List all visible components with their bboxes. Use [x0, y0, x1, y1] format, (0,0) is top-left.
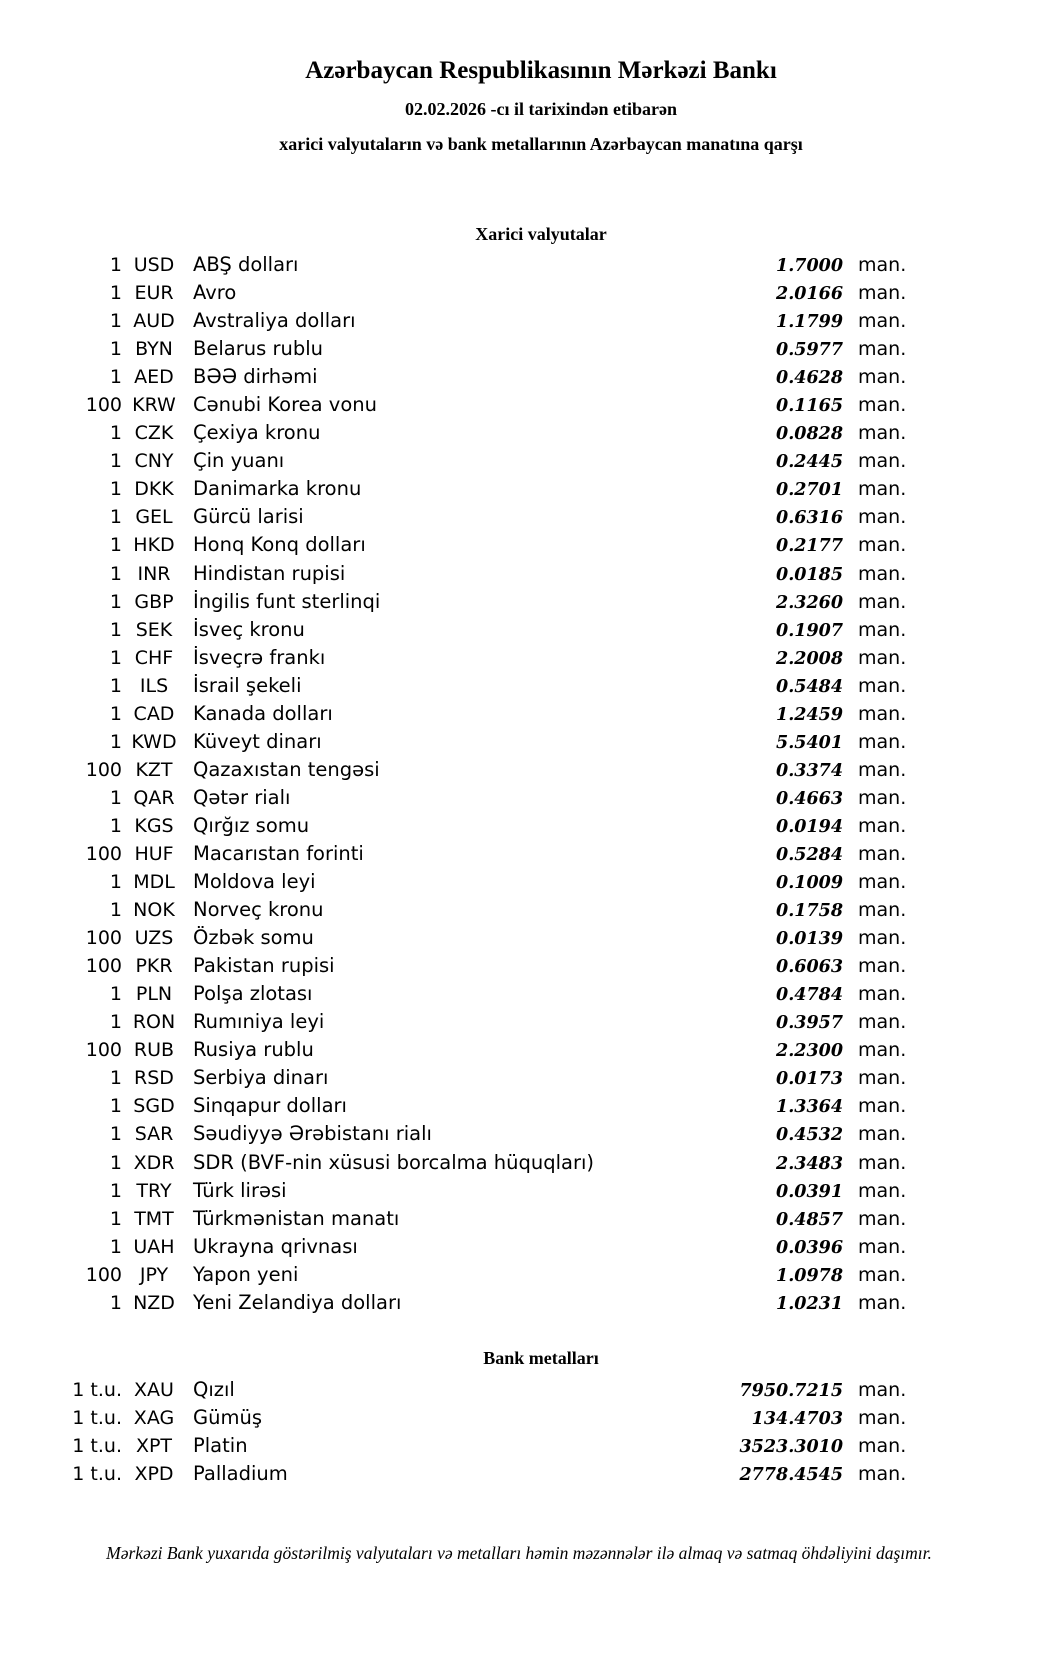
rate-cell: 2.3260	[776, 592, 843, 613]
currency-name-cell: Norveç kronu	[193, 898, 324, 922]
unit-cell: man.	[858, 1123, 907, 1146]
currency-code-cell: USD	[133, 254, 175, 276]
quantity-cell: 1	[109, 506, 122, 529]
rate-cell: 2.2300	[776, 1041, 843, 1062]
table-row	[0, 952, 1038, 980]
rate-cell: 0.0828	[776, 424, 843, 445]
quantity-cell: 1	[109, 983, 122, 1006]
table-row	[0, 644, 1038, 672]
currency-code-cell: CHF	[134, 646, 174, 669]
table-row	[0, 1205, 1038, 1233]
currency-name-cell: Küveyt dinarı	[193, 729, 322, 753]
table-row	[0, 896, 1038, 924]
rate-cell: 1.0231	[776, 1293, 843, 1314]
unit-cell: man.	[858, 366, 907, 389]
unit-cell: man.	[858, 1151, 907, 1174]
table-row	[0, 1036, 1038, 1064]
quantity-cell: 1	[109, 646, 122, 669]
unit-cell: man.	[858, 1406, 907, 1429]
currency-code-cell: HKD	[133, 534, 175, 557]
unit-cell: man.	[858, 871, 907, 894]
quantity-cell: 100	[85, 927, 122, 950]
unit-cell: man.	[858, 254, 907, 276]
table-row	[0, 391, 1038, 419]
currency-name-cell: Qazaxıstan tengəsi	[193, 757, 380, 781]
quantity-cell: 1	[109, 1095, 122, 1118]
table-row	[0, 1460, 1038, 1488]
table-row	[0, 840, 1038, 868]
unit-cell: man.	[858, 534, 907, 557]
table-row	[0, 1432, 1038, 1460]
table-row	[0, 700, 1038, 728]
rate-cell: 0.4857	[776, 1209, 843, 1230]
currency-code-cell: XDR	[133, 1151, 175, 1174]
bulletin-header	[0, 56, 1038, 155]
quantity-cell: 1	[109, 871, 122, 894]
currency-code-cell: KZT	[135, 758, 173, 781]
currency-name-cell: Serbiya dinarı	[193, 1066, 329, 1090]
currency-code-cell: ILS	[139, 674, 169, 697]
currency-name-cell: Avstraliya dolları	[193, 309, 356, 333]
currency-name-cell: Türkmənistan manatı	[193, 1206, 400, 1230]
rate-cell: 1.7000	[776, 256, 843, 276]
currency-code-cell: SGD	[133, 1095, 175, 1118]
currency-code-cell: GEL	[135, 506, 173, 529]
unit-cell: man.	[858, 506, 907, 529]
table-row	[0, 307, 1038, 335]
currency-name-cell: Qırğız somu	[193, 813, 310, 837]
quantity-cell: 1	[109, 310, 122, 333]
currency-name-cell: Belarus rublu	[193, 337, 324, 361]
currency-code-cell: NZD	[133, 1291, 175, 1314]
currency-name-cell: Moldova leyi	[193, 870, 316, 894]
currency-name-cell: İngilis funt sterlinqi	[193, 589, 381, 613]
rate-cell: 0.4663	[776, 788, 843, 809]
table-row	[0, 363, 1038, 391]
currency-name-cell: İsrail şekeli	[193, 673, 302, 697]
currency-name-cell: Səudiyyə Ərəbistanı rialı	[193, 1122, 432, 1146]
unit-cell: man.	[858, 758, 907, 781]
currency-name-cell: İsveç kronu	[193, 617, 305, 641]
table-row	[0, 812, 1038, 840]
rate-cell: 0.4628	[776, 368, 843, 389]
currency-code-cell: QAR	[133, 786, 175, 809]
table-row	[0, 1008, 1038, 1036]
table-row	[0, 531, 1038, 559]
metals-table	[0, 1376, 1038, 1488]
rate-cell: 0.0391	[776, 1181, 843, 1202]
currency-name-cell: Çexiya kronu	[193, 421, 321, 445]
currency-code-cell: RON	[132, 1011, 176, 1034]
currency-name-cell: ABŞ dolları	[193, 253, 299, 276]
quantity-cell: 1	[109, 338, 122, 361]
rate-cell: 1.0978	[776, 1265, 843, 1286]
currency-name-cell: BƏƏ dirhəmi	[193, 365, 318, 389]
table-row	[0, 1233, 1038, 1261]
page-title: Azərbaycan Respublikasının Mərkəzi Bankı	[305, 57, 777, 84]
unit-cell: man.	[858, 338, 907, 361]
currencies-table	[0, 251, 1038, 1317]
table-row	[0, 419, 1038, 447]
unit-cell: man.	[858, 674, 907, 697]
quantity-cell: 1	[109, 1011, 122, 1034]
currency-name-cell: Sinqapur dolları	[193, 1094, 347, 1118]
quantity-cell: 1	[109, 730, 122, 753]
currency-name-cell: Polşa zlotası	[193, 982, 313, 1006]
rate-cell: 0.1009	[776, 873, 843, 894]
quantity-cell: 1	[109, 450, 122, 473]
unit-cell: man.	[858, 1011, 907, 1034]
rate-cell: 0.4532	[776, 1125, 843, 1146]
rate-cell: 0.0139	[776, 929, 843, 950]
quantity-cell: 1	[109, 1235, 122, 1258]
quantity-cell: 1 t.u.	[72, 1406, 122, 1429]
effective-date-line: 02.02.2026 -cı il tarixindən etibarən	[405, 99, 677, 119]
currency-code-cell: KWD	[131, 730, 177, 753]
rate-cell: 2778.4545	[739, 1464, 843, 1485]
quantity-cell: 1 t.u.	[72, 1462, 122, 1485]
currency-code-cell: BYN	[135, 338, 173, 361]
metal-code-cell: XPD	[134, 1462, 174, 1485]
table-row	[0, 868, 1038, 896]
rate-cell: 1.3364	[776, 1097, 843, 1118]
unit-cell: man.	[858, 702, 907, 725]
currencies-section-heading: Xarici valyutalar	[475, 224, 607, 244]
table-row	[0, 1149, 1038, 1177]
quantity-cell: 100	[85, 758, 122, 781]
table-row	[0, 251, 1038, 279]
currency-name-cell: Danimarka kronu	[193, 477, 362, 501]
currency-code-cell: NOK	[133, 899, 175, 922]
rate-cell: 5.5401	[776, 732, 843, 753]
currency-code-cell: EUR	[134, 282, 174, 305]
unit-cell: man.	[858, 1378, 907, 1401]
rate-cell: 0.6316	[776, 508, 843, 529]
currency-name-cell: Pakistan rupisi	[193, 954, 335, 978]
rate-cell: 7950.7215	[739, 1380, 843, 1401]
rate-cell: 0.2445	[776, 452, 843, 473]
quantity-cell: 1	[109, 814, 122, 837]
rate-cell: 0.1758	[776, 901, 843, 922]
unit-cell: man.	[858, 1179, 907, 1202]
rate-cell: 0.3957	[776, 1013, 843, 1034]
unit-cell: man.	[858, 394, 907, 417]
table-row	[0, 279, 1038, 307]
quantity-cell: 1	[109, 702, 122, 725]
currency-code-cell: PKR	[135, 955, 173, 978]
currency-code-cell: DKK	[134, 478, 174, 501]
table-row	[0, 924, 1038, 952]
currency-code-cell: PLN	[135, 983, 173, 1006]
currency-code-cell: JPY	[139, 1263, 169, 1286]
rate-cell: 134.4703	[751, 1408, 843, 1429]
rate-cell: 2.2008	[776, 648, 843, 669]
unit-cell: man.	[858, 422, 907, 445]
quantity-cell: 1	[109, 478, 122, 501]
currency-code-cell: GBP	[134, 590, 174, 613]
table-row	[0, 616, 1038, 644]
currency-code-cell: TRY	[136, 1179, 172, 1202]
rate-cell: 3523.3010	[739, 1436, 843, 1457]
quantity-cell: 100	[85, 394, 122, 417]
table-row	[0, 784, 1038, 812]
currency-name-cell: Çin yuanı	[193, 449, 285, 473]
quantity-cell: 1	[109, 1067, 122, 1090]
currency-code-cell: KGS	[134, 814, 174, 837]
rate-cell: 2.0166	[776, 284, 843, 305]
quantity-cell: 1	[109, 562, 122, 585]
unit-cell: man.	[858, 983, 907, 1006]
table-row	[0, 1177, 1038, 1205]
rate-cell: 1.2459	[776, 704, 843, 725]
quantity-cell: 1	[109, 618, 122, 641]
metal-code-cell: XAG	[133, 1406, 175, 1429]
rate-cell: 0.6063	[776, 957, 843, 978]
rate-cell: 0.5977	[776, 340, 843, 361]
unit-cell: man.	[858, 1434, 907, 1457]
currency-name-cell: Rusiya rublu	[193, 1038, 314, 1062]
quantity-cell: 1	[109, 590, 122, 613]
rate-cell: 0.2177	[776, 536, 843, 557]
quantity-cell: 1	[109, 534, 122, 557]
currency-code-cell: UAH	[133, 1235, 175, 1258]
table-row	[0, 503, 1038, 531]
unit-cell: man.	[858, 450, 907, 473]
unit-cell: man.	[858, 955, 907, 978]
table-row	[0, 756, 1038, 784]
currency-code-cell: MDL	[133, 871, 175, 894]
unit-cell: man.	[858, 1067, 907, 1090]
table-row	[0, 1404, 1038, 1432]
currency-code-cell: SAR	[134, 1123, 174, 1146]
metal-name-cell: Gümüş	[193, 1405, 262, 1429]
unit-cell: man.	[858, 646, 907, 669]
rate-cell: 0.3374	[776, 760, 843, 781]
table-row	[0, 560, 1038, 588]
quantity-cell: 1 t.u.	[72, 1378, 122, 1401]
unit-cell: man.	[858, 899, 907, 922]
table-row	[0, 475, 1038, 503]
currency-name-cell: Gürcü larisi	[193, 505, 304, 529]
currency-code-cell: CZK	[134, 422, 174, 445]
metal-code-cell: XAU	[134, 1378, 174, 1401]
metals-section-heading: Bank metalları	[483, 1347, 599, 1368]
quantity-cell: 1	[109, 899, 122, 922]
unit-cell: man.	[858, 310, 907, 333]
metal-name-cell: Palladium	[193, 1461, 288, 1485]
table-row	[0, 1289, 1038, 1317]
currency-name-cell: Avro	[193, 281, 237, 305]
quantity-cell: 1	[109, 674, 122, 697]
unit-cell: man.	[858, 1235, 907, 1258]
unit-cell: man.	[858, 842, 907, 865]
currency-name-cell: Yapon yeni	[193, 1262, 299, 1286]
table-row	[0, 672, 1038, 700]
quantity-cell: 1	[109, 282, 122, 305]
unit-cell: man.	[858, 562, 907, 585]
rate-cell: 0.5284	[776, 844, 843, 865]
quantity-cell: 1	[109, 786, 122, 809]
unit-cell: man.	[858, 282, 907, 305]
rate-cell: 0.1165	[776, 396, 843, 417]
rate-cell: 0.2701	[776, 480, 843, 501]
table-row	[0, 1261, 1038, 1289]
table-row	[0, 335, 1038, 363]
table-row	[0, 447, 1038, 475]
currency-code-cell: AUD	[133, 310, 175, 333]
currency-code-cell: SEK	[135, 618, 173, 641]
quantity-cell: 1	[109, 1123, 122, 1146]
currency-name-cell: Kanada dolları	[193, 701, 333, 725]
quantity-cell: 1	[109, 366, 122, 389]
currency-code-cell: RSD	[134, 1067, 174, 1090]
currency-code-cell: TMT	[134, 1207, 174, 1230]
currency-name-cell: İsveçrə frankı	[193, 645, 326, 669]
table-row	[0, 980, 1038, 1008]
quantity-cell: 1	[109, 254, 122, 276]
subtitle-line: xarici valyutaların və bank metallarının Azərbaycan manatına qarşı	[279, 134, 803, 154]
currency-name-cell: Macarıstan forinti	[193, 841, 364, 865]
disclaimer-text: Mərkəzi Bank yuxarıda göstərilmiş valyutaları və metalları həmin məzənnələr ilə almaq və satmaq öhdəliyini daşımır.	[106, 1542, 932, 1563]
currency-code-cell: CAD	[133, 702, 175, 725]
quantity-cell: 100	[85, 955, 122, 978]
table-row	[0, 1120, 1038, 1148]
unit-cell: man.	[858, 927, 907, 950]
rate-cell: 0.1907	[776, 620, 843, 641]
unit-cell: man.	[858, 1291, 907, 1314]
rate-cell: 0.5484	[776, 676, 843, 697]
unit-cell: man.	[858, 478, 907, 501]
quantity-cell: 1	[109, 1179, 122, 1202]
currency-code-cell: RUB	[133, 1039, 175, 1062]
rate-cell: 2.3483	[776, 1153, 843, 1174]
metal-code-cell: XPT	[135, 1434, 173, 1457]
quantity-cell: 1	[109, 422, 122, 445]
unit-cell: man.	[858, 814, 907, 837]
currency-name-cell: Rumıniya leyi	[193, 1010, 325, 1034]
rate-cell: 0.0173	[776, 1069, 843, 1090]
currency-name-cell: Cənubi Korea vonu	[193, 393, 377, 417]
unit-cell: man.	[858, 1039, 907, 1062]
table-row	[0, 1376, 1038, 1404]
currency-name-cell: Honq Konq dolları	[193, 533, 366, 557]
metal-name-cell: Qızıl	[193, 1377, 235, 1401]
rate-cell: 0.0185	[776, 564, 843, 585]
unit-cell: man.	[858, 1095, 907, 1118]
currency-name-cell: Qətər rialı	[193, 785, 291, 809]
table-row	[0, 1064, 1038, 1092]
currency-name-cell: Hindistan rupisi	[193, 561, 346, 585]
table-row	[0, 728, 1038, 756]
rate-cell: 0.4784	[776, 985, 843, 1006]
quantity-cell: 1	[109, 1207, 122, 1230]
currency-name-cell: Yeni Zelandiya dolları	[193, 1290, 402, 1314]
unit-cell: man.	[858, 618, 907, 641]
quantity-cell: 1	[109, 1151, 122, 1174]
currency-code-cell: KRW	[132, 394, 176, 417]
rate-cell: 0.0194	[776, 816, 843, 837]
currency-code-cell: CNY	[134, 450, 174, 473]
quantity-cell: 100	[85, 1039, 122, 1062]
currency-code-cell: INR	[137, 562, 171, 585]
currency-code-cell: UZS	[134, 927, 174, 950]
unit-cell: man.	[858, 786, 907, 809]
table-row	[0, 588, 1038, 616]
unit-cell: man.	[858, 1462, 907, 1485]
rate-cell: 1.1799	[776, 312, 843, 333]
currency-name-cell: SDR (BVF-nin xüsusi borcalma hüquqları)	[193, 1150, 595, 1174]
unit-cell: man.	[858, 590, 907, 613]
currency-name-cell: Türk lirəsi	[193, 1178, 287, 1202]
rate-cell: 0.0396	[776, 1237, 843, 1258]
quantity-cell: 100	[85, 842, 122, 865]
quantity-cell: 1	[109, 1291, 122, 1314]
currency-code-cell: AED	[134, 366, 174, 389]
table-row	[0, 1092, 1038, 1120]
currency-name-cell: Ukrayna qrivnası	[193, 1234, 358, 1258]
quantity-cell: 100	[85, 1263, 122, 1286]
currency-name-cell: Özbək somu	[193, 926, 314, 950]
exchange-rate-bulletin	[0, 56, 1038, 1565]
unit-cell: man.	[858, 1207, 907, 1230]
currency-code-cell: HUF	[134, 842, 174, 865]
unit-cell: man.	[858, 730, 907, 753]
metal-name-cell: Platin	[193, 1433, 248, 1457]
unit-cell: man.	[858, 1263, 907, 1286]
quantity-cell: 1 t.u.	[72, 1434, 122, 1457]
